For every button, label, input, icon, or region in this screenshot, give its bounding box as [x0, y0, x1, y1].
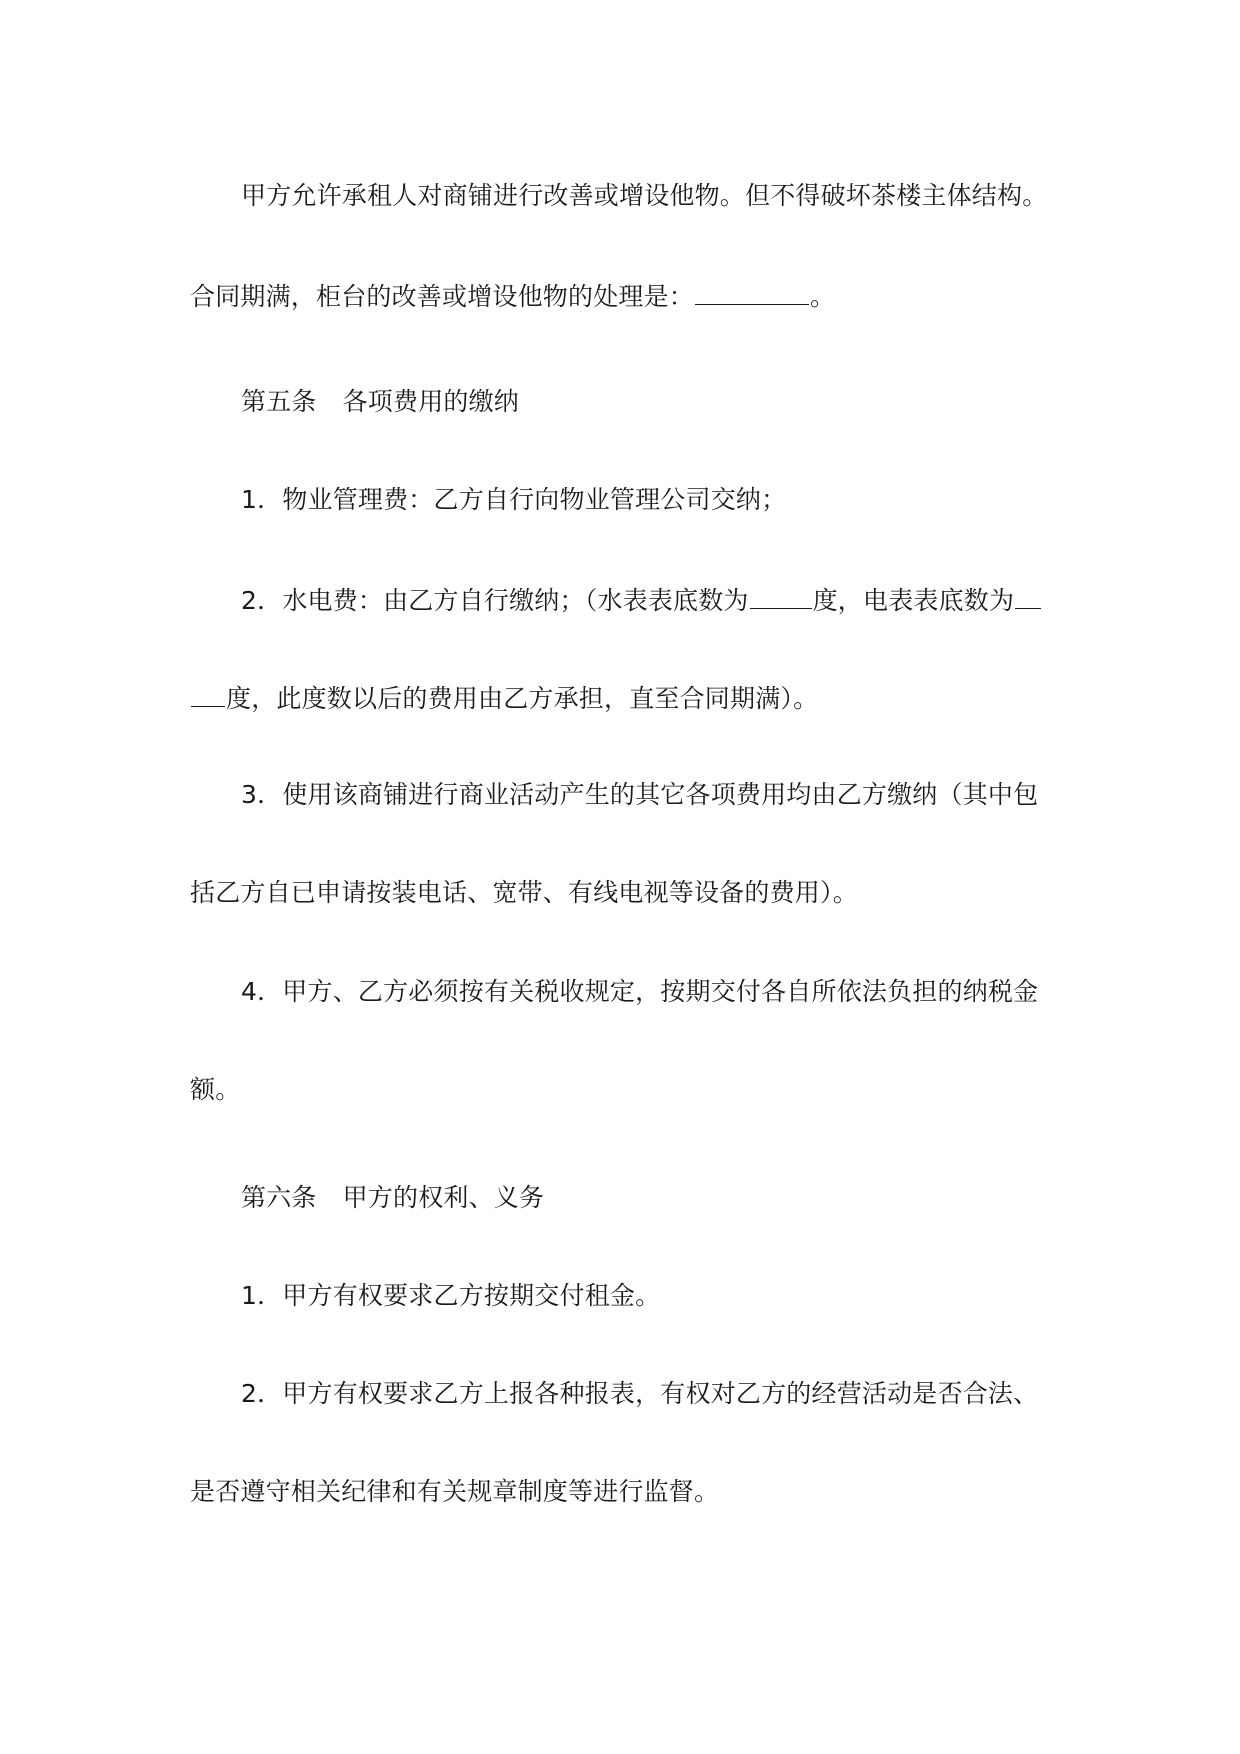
paragraph-improvements-line2 [190, 278, 1070, 313]
item-text: 额。 [190, 1075, 241, 1104]
article-5-item-2-line2 [190, 680, 1070, 715]
article-title: 各项费用的缴纳 [342, 387, 520, 416]
article-5-item-3-line2 [190, 877, 1070, 909]
article-6-item-2-line2 [190, 1476, 1070, 1508]
item-text: 1．物业管理费：乙方自行向物业管理公司交纳； [241, 485, 787, 514]
article-5-item-4-line2 [190, 1074, 1070, 1106]
item-text: 1．甲方有权要求乙方按期交付租金。 [241, 1281, 661, 1310]
article-5-item-3-line1 [190, 779, 1121, 811]
fill-in-blank-disposal[interactable] [695, 278, 809, 305]
item-text: 2．水电费：由乙方自行缴纳；（水表表底数为 [241, 586, 749, 615]
article-5-item-4-line1 [190, 976, 1121, 1008]
paragraph-text: 合同期满，柜台的改善或增设他物的处理是： [190, 282, 695, 311]
item-text: 2．甲方有权要求乙方上报各种报表，有权对乙方的经营活动是否合法、 [241, 1379, 1039, 1408]
item-text: 4．甲方、乙方必须按有关税收规定，按期交付各自所依法负担的纳税金 [241, 977, 1039, 1006]
item-text: 度，此度数以后的费用由乙方承担，直至合同期满）。 [226, 684, 819, 713]
fill-in-blank-electric-meter-end[interactable] [191, 680, 225, 707]
article-6-item-1 [190, 1280, 1121, 1312]
fill-in-blank-electric-meter-start[interactable] [1015, 582, 1041, 609]
paragraph-text: 甲方允许承租人对商铺进行改善或增设他物。但不得破坏茶楼主体结构。 [241, 181, 1048, 210]
article-5-item-1 [190, 484, 1121, 516]
item-text: 是否遵守相关纪律和有关规章制度等进行监督。 [190, 1477, 720, 1506]
item-text: 3．使用该商铺进行商业活动产生的其它各项费用均由乙方缴纳（其中包 [241, 780, 1039, 809]
article-5-heading [190, 386, 1121, 418]
article-6-heading [190, 1182, 1121, 1214]
paragraph-improvements-line1 [190, 180, 1121, 212]
paragraph-text: 。 [810, 282, 836, 311]
article-5-item-2-line1 [190, 582, 1121, 617]
item-text: 度，电表表底数为 [812, 586, 1015, 615]
article-6-item-2-line1 [190, 1378, 1121, 1410]
article-title: 甲方的权利、义务 [342, 1183, 545, 1212]
article-number: 第六条 [241, 1183, 317, 1212]
article-number: 第五条 [241, 387, 317, 416]
item-text: 括乙方自已申请按装电话、宽带、有线电视等设备的费用）。 [190, 878, 858, 907]
fill-in-blank-water-meter[interactable] [750, 582, 812, 609]
